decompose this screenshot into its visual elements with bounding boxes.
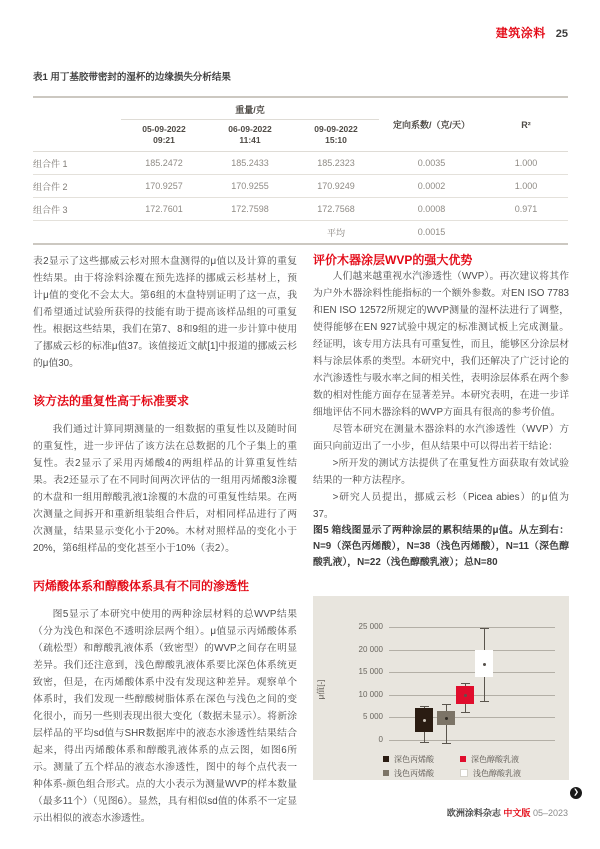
body-paragraph: 我们通过计算同期测量的一组数据的重复性以及随时间的重复性，进一步评估了该方法在总数据的几个子集上的重复性。表2显示了采用丙烯酸4的两组样品的计算重复性结果。表2还显示了在不同时间两次评估的一组用丙烯酸3涂覆的木盘和一组用醇酸乳液1涂覆的木盘的可重复性结果。在两次测量之间拆开和重新组装组合件后，对相同样品进行了两次测量，结果显示变化小于20%。木材对照样品的变化小于20%，第6组样品的变化甚至小于10%（表2）。 [33, 424, 297, 554]
legend-swatch-icon [383, 770, 389, 776]
table-row [33, 175, 568, 198]
time-3: 15:10 [325, 135, 347, 145]
r2-header: R² [521, 119, 531, 130]
table-row [33, 198, 568, 221]
body-paragraph: 图5显示了本研究中使用的两种涂层材料的总WVP结果（分为浅色和深色不透明涂层两个组）。μ值显示丙烯酸体系（疏松型）和醇酸乳液体系（致密型）的WVP之间存在明显差异。我们还注意到，浅色醇酸乳液体系要比深色体系统更致密，但是，在丙烯酸体系中没有发现这种差异。观察单个体系时，我们发现一些醇酸树脂体系在深色与浅色之间的变化很小，而另一些则表现出很大变化（数据未显示）。将新涂层样品的平均sd值与SHR数据库中的液态水渗透性结果结合起来，得出丙烯酸体系和醇酸乳液体系的点云图，如图6所示。测量了五个样品的液态水渗透性，图中的每个点代表一种体系-颜色组合形式。点的大小表示为测量WVP的样本数量（最多11个）（见图6）。显然，具有相似sd值的体系不一定显示出相似的液态水渗透性。 [33, 609, 297, 824]
legend-item [460, 766, 521, 780]
section-heading-permeability: 丙烯酸体系和醇酸体系具有不同的渗透性 [33, 579, 250, 593]
table-cell: 0.0008 [417, 204, 446, 214]
y-tick-label: 0 [378, 735, 383, 744]
table-cell: 170.9257 [145, 181, 183, 191]
issue-number: 05–2023 [532, 808, 568, 818]
page-number: 25 [555, 28, 568, 40]
y-tick-label: 20 000 [358, 644, 383, 654]
table-cell: 185.2433 [231, 158, 269, 168]
chevron-right-icon: ❯ [573, 789, 579, 796]
whisker-cap [480, 701, 489, 702]
table-cell: 185.2472 [145, 158, 183, 168]
gridline [389, 627, 555, 628]
section-label: 建筑涂料 [495, 26, 546, 40]
table-cell: 172.7598 [231, 204, 269, 214]
time-2: 11:41 [239, 135, 261, 145]
table-cell: 170.9255 [231, 181, 269, 191]
date-2: 06-09-2022 [228, 124, 272, 134]
legend-label: 深色醇酸乳液 [471, 754, 519, 764]
date-header-3 [293, 120, 379, 151]
table-cell: 0.971 [514, 204, 538, 214]
row-label: 组合件 1 [33, 158, 68, 169]
y-tick-label: 15 000 [358, 667, 383, 677]
table-header [33, 98, 568, 152]
table-average-row [33, 221, 568, 243]
edition-label: 中文版 [503, 808, 531, 818]
whisker-cap [420, 742, 429, 743]
median-marker [445, 717, 448, 720]
table-cell: 172.7601 [145, 204, 183, 214]
table-cell: 1.000 [514, 181, 538, 191]
gridline [389, 672, 555, 673]
y-axis-label: μ值[-] [316, 679, 326, 700]
whisker-cap [461, 683, 470, 684]
average-value: 0.0015 [417, 227, 446, 237]
table-cell: 0.0035 [417, 158, 446, 168]
body-paragraph: 表2显示了这些挪威云杉对照木盘测得的μ值以及计算的重复性结果。由于将涂料涂覆在预先选择的挪威云杉基材上，预计μ值的变化不会太大。第6组的木盘特别证明了这一点，我们希望通过试验所获得的技能有助于提高该样品组的可重复性。根据这些结果，我们在第7、8和9组的进一步计算中使用了挪威云杉的标准μ值37。该值接近文献[1]中报道的挪威云杉的μ值30。 [33, 256, 297, 369]
date-header-2 [207, 120, 293, 151]
body-paragraph: 尽管本研究在测量木器涂料的水汽渗透性（WVP）方面只向前迈出了一小步，但从结果中可以得出若干结论： [313, 424, 569, 452]
time-1: 09:21 [153, 135, 175, 145]
row-label: 组合件 3 [33, 204, 68, 215]
right-column [313, 253, 569, 593]
whisker-cap [442, 743, 451, 744]
figure5-caption: 图5 箱线图显示了两种涂层的累积结果的μ值。从左到右：N=9（深色丙烯酸），N=38（浅色丙烯酸），N=11（深色醇酸乳液），N=22（浅色醇酸乳液）；总N=80 [313, 525, 569, 568]
table-cell: 185.2323 [317, 158, 355, 168]
table1-title: 表1 用丁基胶带密封的湿杯的边缘损失分析结果 [33, 72, 231, 83]
average-label: 平均 [326, 227, 345, 238]
median-marker [464, 694, 467, 697]
page-footer [313, 806, 568, 819]
table-cell: 0.0002 [417, 181, 446, 191]
section-heading-repeatability: 该方法的重复性高于标准要求 [33, 394, 190, 408]
date-header-row [121, 120, 379, 151]
body-paragraph: 人们越来越重视水汽渗透性（WVP）。再次建议将其作为户外木器涂料性能指标的一个额外参数。对EN ISO 7783和EN ISO 12572所规定的WVP测量的湿杯法进行了调整，使得能够在EN 927试验中规定的标准测试板上完成测量。经证明，该专用方法具有可重复性，而且，能够区分涂层材料与涂层体系的类型。本研究中，我们还解决了广泛讨论的水汽渗透性与吸水率之间的相关性，表明涂层体系在两个参数的相对性能方面存在显著差异。本研究表明，在进一步详细地评估不同木器涂料的WVP方面具有很高的参考价值。 [313, 271, 569, 418]
whisker-cap [442, 704, 451, 705]
conclusion-bullet: >所开发的测试方法提供了在重复性方面获取有效试验结果的一种方法程序。 [313, 458, 569, 486]
legend-label: 深色丙烯酸 [394, 754, 434, 764]
median-marker [423, 719, 426, 722]
legend-label: 浅色丙烯酸 [394, 768, 434, 778]
weight-group [121, 98, 379, 151]
legend-swatch-icon [460, 769, 468, 777]
whisker-cap [461, 712, 470, 713]
y-tick-label: 25 000 [358, 622, 383, 631]
gridline [389, 650, 555, 651]
date-1: 05-09-2022 [142, 124, 186, 134]
section-heading-wvp-advantage: 评价木器涂层WVP的强大优势 [313, 253, 473, 267]
y-tick-label: 10 000 [358, 689, 383, 699]
table-row [33, 152, 568, 175]
median-marker [483, 663, 486, 666]
figure5-chart [313, 596, 569, 780]
gridline [389, 717, 555, 718]
legend-item [383, 752, 434, 766]
table-corner-cell [33, 98, 121, 151]
date-3: 09-09-2022 [314, 124, 358, 134]
table1 [33, 96, 568, 245]
chart-legend [383, 752, 521, 780]
table-cell: 170.9249 [317, 181, 355, 191]
conclusion-bullet: >研究人员提出，挪威云杉（Picea abies）的μ值为37。 [313, 492, 569, 520]
whisker-cap [480, 628, 489, 629]
row-label: 组合件 2 [33, 181, 68, 192]
legend-swatch-icon [460, 756, 466, 762]
y-tick-label: 5 000 [362, 712, 383, 722]
page-header [496, 24, 568, 41]
legend-item [460, 752, 521, 766]
table-cell: 1.000 [514, 158, 538, 168]
coef-header: 定向系数/（克/天） [392, 120, 470, 130]
legend-item [383, 766, 434, 780]
table-cell: 172.7568 [317, 204, 355, 214]
journal-name: 欧洲涂料杂志 [446, 808, 501, 818]
next-page-button[interactable] [570, 787, 582, 799]
left-column [33, 253, 297, 831]
weight-group-header: 重量/克 [121, 98, 379, 120]
legend-swatch-icon [383, 756, 389, 762]
date-header-1 [121, 120, 207, 151]
legend-label: 浅色醇酸乳液 [473, 768, 521, 778]
gridline [389, 740, 555, 741]
whisker-cap [420, 706, 429, 707]
